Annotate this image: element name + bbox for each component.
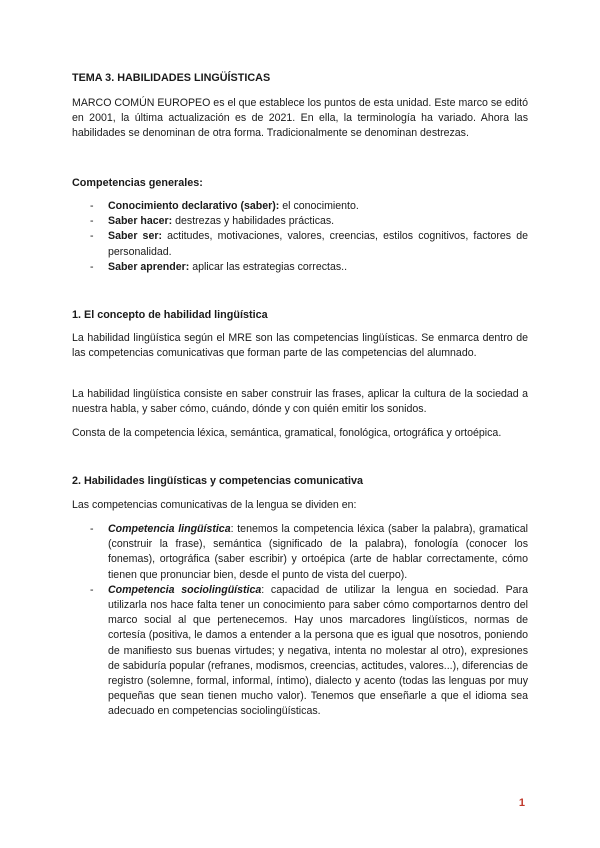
list-item (72, 214, 528, 229)
section1-paragraph-2: La habilidad lingüística consiste en saber construir las frases, aplicar la cultura de la sociedad a nuestra habla, y saber cómo, cuándo, dónde y con quién emitir los sonidos. (72, 388, 528, 416)
list-item-term: Competencia lingüística (108, 523, 231, 535)
competencias-heading: Competencias generales: (72, 177, 203, 189)
section1-paragraph-1: La habilidad lingüística según el MRE son las competencias lingüísticas. Se enmarca dentro de las competencias comunicativas que forman parte de las competencias del alumnado. (72, 332, 528, 360)
list-marker: - (90, 215, 94, 228)
list-item-text: destrezas y habilidades prácticas. (172, 215, 335, 228)
list-marker: - (90, 583, 94, 596)
list-marker: - (90, 200, 94, 212)
section2-list (72, 522, 528, 720)
list-item-text: el conocimiento. (279, 200, 359, 212)
section2-heading: 2. Habilidades lingüísticas y competencias comunicativa (72, 475, 364, 487)
list-item (72, 229, 528, 259)
list-item-text: : capacidad de utilizar la lengua en sociedad. Para utilizarla nos hace falta tener un conocimiento para saber cómo comportarnos dentro del marco social al que pertenecemos. Hay unos marcadores lingüísticos, normas de cortesía (positiva, le damos a entender a la persona que es igual que nosotros, poniendo de manifiesto sus buenas virtudes; y negativa, intenta no molestar al otro), expresiones de sabiduría popular (refranes, modismos, creencias, actitudes, valores...), diferencias de registro (solemne, formal, informal, íntimo), dialecto y acento (todas las lenguas por muy pequeñas que sean tienen mucho valor). Tenemos que enseñarle a que el idioma sea adecuado en competencias sociolingüísticas. (108, 583, 528, 718)
list-item-term: Saber hacer: (108, 215, 173, 228)
competencias-list (72, 199, 528, 275)
list-item-term: Competencia sociolingüística (108, 583, 262, 596)
list-item-term: Conocimiento declarativo (saber): (108, 200, 280, 212)
list-marker: - (90, 230, 94, 243)
page-number: 1 (518, 797, 525, 809)
list-marker: - (90, 260, 94, 273)
list-item-text: actitudes, motivaciones, valores, creencias, estilos cognitivos, factores de personalidad. (108, 230, 528, 258)
section1-paragraph-3: Consta de la competencia léxica, semántica, gramatical, fonológica, ortográfica y ortoépica. (72, 427, 502, 439)
list-item (72, 583, 528, 720)
intro-paragraph: MARCO COMÚN EUROPEO es el que establece los puntos de esta unidad. Este marco se editó en 2001, la última actualización es de 2021. En ella, la terminología ha variado. Ahora las habilidades se denominan de otra forma. Tradicionalmente se denominan destrezas. (72, 97, 528, 140)
list-item (72, 199, 528, 214)
document-title: TEMA 3. HABILIDADES LINGÜÍSTICAS (72, 72, 271, 84)
list-item-text: : tenemos la competencia léxica (saber la palabra), gramatical (construir la frase), semántica (significado de la palabra), fonología (conocer los fonemas), ortográfica (saber escribir) y ortoépica (arte de hablar correctamente, cómo tienen que pronunciar bien, desde el punto de vista del cuerpo). (108, 523, 529, 581)
list-item (72, 522, 528, 583)
list-item (72, 260, 528, 275)
list-item-term: Saber ser: (108, 230, 162, 243)
list-item-text: aplicar las estrategias correctas.. (189, 260, 348, 273)
section1-heading: 1. El concepto de habilidad lingüística (72, 309, 268, 321)
list-item-term: Saber aprender: (108, 260, 190, 273)
list-marker: - (90, 523, 94, 535)
section2-intro: Las competencias comunicativas de la lengua se dividen en: (72, 499, 357, 511)
